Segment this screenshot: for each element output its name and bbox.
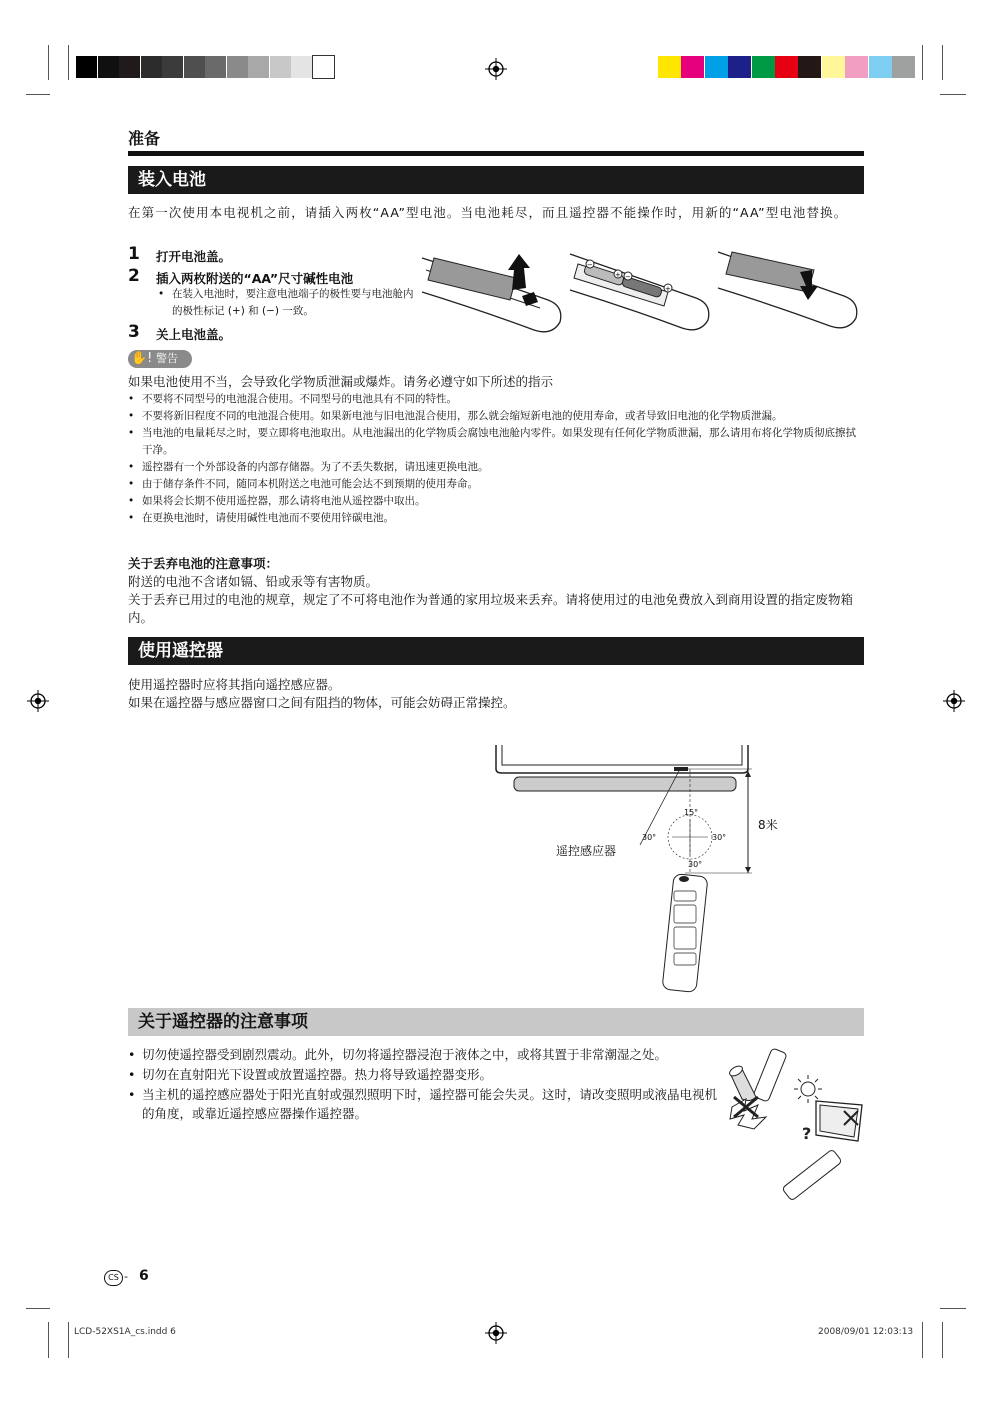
registration-mark-icon xyxy=(27,690,49,712)
svg-text:−: − xyxy=(587,261,593,269)
registration-mark-icon xyxy=(485,1322,507,1344)
color-swatch xyxy=(798,56,821,78)
angle-label-right: 30° xyxy=(712,833,727,842)
warning-item: • 在更换电池时，请使用碱性电池而不要使用锌碳电池。 xyxy=(128,510,864,527)
step2-note-list xyxy=(158,286,420,320)
step2-note: • 在装入电池时，要注意电池端子的极性要与电池舱内的极性标记 (+) 和 (−) 一致。 xyxy=(158,286,420,320)
color-swatch xyxy=(775,56,798,78)
warning-item: • 不要将不同型号的电池混合使用。不同型号的电池具有不同的特性。 xyxy=(128,391,864,408)
page-number: 6 xyxy=(139,1268,149,1284)
distance-label: 8米 xyxy=(758,818,778,832)
svg-text:+: + xyxy=(615,271,621,279)
remote-range-diagram xyxy=(490,745,790,995)
step-number: 1 xyxy=(128,244,140,264)
color-swatch xyxy=(752,56,775,78)
step-number: 3 xyxy=(128,322,140,342)
battery-intro: 在第一次使用本电视机之前，请插入两枚“AA”型电池。当电池耗尽，而且遥控器不能操作时，用新的“AA”型电池替换。 xyxy=(128,205,848,220)
color-swatch xyxy=(892,56,915,78)
crop-mark xyxy=(26,1308,50,1309)
crop-mark xyxy=(26,94,50,95)
step-text: 打开电池盖。 xyxy=(156,249,232,264)
gray-swatch xyxy=(141,56,162,78)
gray-swatch xyxy=(205,56,226,78)
warning-item: • 遥控器有一个外部设备的内部存储器。为了不丢失数据，请迅速更换电池。 xyxy=(128,459,864,476)
color-swatch xyxy=(658,56,681,78)
gray-swatch xyxy=(98,56,119,78)
warning-item: • 当电池的电量耗尽之时，要立即将电池取出。从电池漏出的化学物质会腐蚀电池舱内零件。如果发现有任何化学物质泄漏，那么请用布将化学物质彻底擦拭干净。 xyxy=(128,425,864,459)
crop-mark xyxy=(940,1308,966,1309)
page-number-separator: - xyxy=(124,1270,128,1283)
remote-use-line: 如果在遥控器与感应器窗口之间有阻挡的物体，可能会妨碍正常操控。 xyxy=(128,695,516,710)
section-title-remote-use: 使用遥控器 xyxy=(128,637,864,665)
insert-batteries-illustration xyxy=(568,248,716,338)
gray-swatch xyxy=(270,56,291,78)
chapter-title: 准备 xyxy=(128,129,161,148)
svg-text:+: + xyxy=(665,285,671,293)
disposal-heading: 关于丢弃电池的注意事项： xyxy=(128,556,279,571)
header-rule xyxy=(128,151,864,156)
warning-item: • 不要将新旧程度不同的电池混合使用。如果新电池与旧电池混合使用，那么就会缩短新电池的使用寿命，或者导致旧电池的化学物质泄漏。 xyxy=(128,408,864,425)
registration-mark-icon xyxy=(943,690,965,712)
crop-mark xyxy=(48,1322,49,1358)
svg-text:?: ? xyxy=(802,1124,812,1143)
color-swatch xyxy=(869,56,892,78)
gray-swatch xyxy=(313,56,334,78)
open-battery-cover-illustration xyxy=(420,248,568,338)
caution-list xyxy=(128,1045,728,1124)
gray-swatch xyxy=(162,56,183,78)
crop-mark xyxy=(940,94,966,95)
caution-item: • 切勿使遥控器受到剧烈震动。此外，切勿将遥控器浸泡于液体之中，或将其置于非常潮湿之处。 xyxy=(128,1045,728,1064)
step-text: 关上电池盖。 xyxy=(156,327,232,342)
gray-swatch xyxy=(291,56,312,78)
caution-item: • 切勿在直射阳光下设置或放置遥控器。热力将导致遥控器变形。 xyxy=(128,1065,728,1084)
section-title-remote-cautions: 关于遥控器的注意事项 xyxy=(128,1008,864,1036)
crop-mark xyxy=(922,45,923,80)
sensor-label: 遥控感应器 xyxy=(556,844,617,858)
color-swatch xyxy=(845,56,868,78)
gray-swatch xyxy=(119,56,140,78)
crop-mark xyxy=(922,1322,923,1358)
registration-mark-icon xyxy=(485,58,507,80)
step-text: 插入两枚附送的“AA”尺寸碱性电池 xyxy=(156,271,354,286)
disposal-line: 附送的电池不含诸如镉、铅或汞等有害物质。 xyxy=(128,574,379,589)
gray-swatch xyxy=(248,56,269,78)
section-title-battery: 装入电池 xyxy=(128,166,864,194)
color-swatch xyxy=(728,56,751,78)
remote-use-line: 使用遥控器时应将其指向遥控感应器。 xyxy=(128,677,341,692)
close-battery-cover-illustration xyxy=(716,248,864,338)
caution-hand-icon: ✋! xyxy=(131,351,153,366)
gray-swatch xyxy=(76,56,97,78)
crop-mark xyxy=(48,45,49,80)
footer-filename: LCD-52XS1A_cs.indd 6 xyxy=(74,1327,176,1337)
caution-item: • 当主机的遥控感应器处于阳光直射或强烈照明下时，遥控器可能会失灵。这时，请改变照明或液晶电视机的角度，或靠近遥控感应器操作遥控器。 xyxy=(128,1085,728,1123)
disposal-line: 关于丢弃已用过的电池的规章，规定了不可将电池作为普通的家用垃圾来丢弃。请将使用过的电池免费放入到商用设置的指定废物箱内。 xyxy=(128,592,854,625)
crop-mark xyxy=(68,45,69,80)
caution-illustration xyxy=(724,1045,866,1205)
warning-item: • 如果将会长期不使用遥控器，那么请将电池从遥控器中取出。 xyxy=(128,493,864,510)
warning-label: 警告 xyxy=(156,352,178,365)
color-swatch xyxy=(681,56,704,78)
angle-label-left: 30° xyxy=(642,833,657,842)
crop-mark xyxy=(68,1322,69,1358)
step-number: 2 xyxy=(128,266,140,286)
warning-intro: 如果电池使用不当，会导致化学物质泄漏或爆炸。请务必遵守如下所述的指示 xyxy=(128,374,554,389)
svg-text:−: − xyxy=(625,273,631,281)
crop-mark xyxy=(942,45,943,80)
gray-swatch xyxy=(184,56,205,78)
language-badge: CS xyxy=(104,1270,123,1286)
angle-label-top: 15° xyxy=(684,808,699,817)
warning-badge xyxy=(128,350,192,368)
angle-label-bottom: 30° xyxy=(688,860,703,869)
warning-item: • 由于储存条件不同，随同本机附送之电池可能会达不到预期的使用寿命。 xyxy=(128,476,864,493)
color-swatch xyxy=(705,56,728,78)
warning-list xyxy=(128,391,864,527)
color-swatch xyxy=(822,56,845,78)
gray-swatch xyxy=(227,56,248,78)
footer-timestamp: 2008/09/01 12:03:13 xyxy=(818,1327,914,1337)
crop-mark xyxy=(942,1322,943,1358)
